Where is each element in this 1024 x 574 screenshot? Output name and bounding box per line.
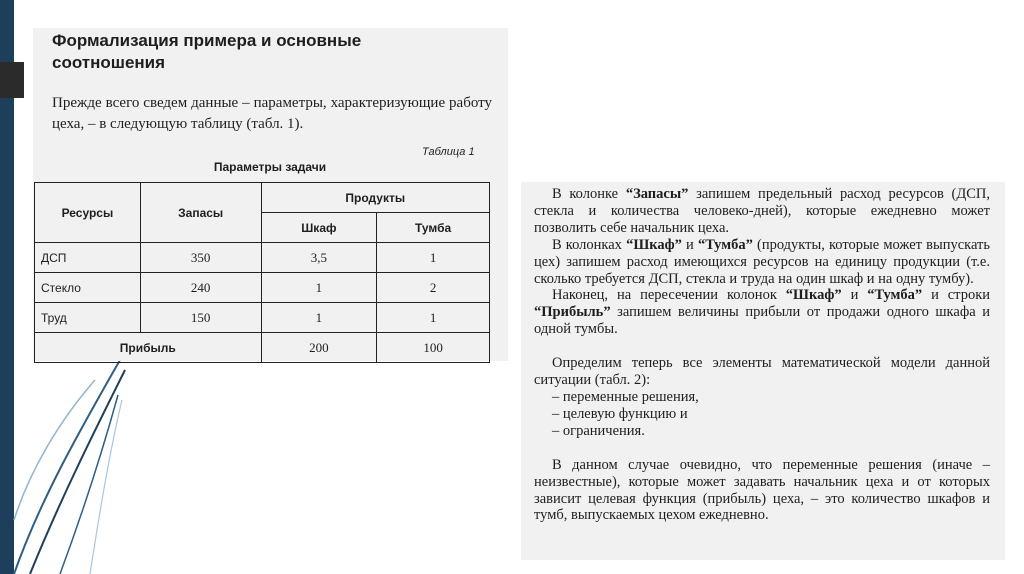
paragraph-model-elements: Определим теперь все элементы математической модели данной ситуации (табл. 2):	[534, 355, 990, 389]
row-product-a: 3,5	[261, 243, 377, 273]
row-stock: 150	[140, 303, 261, 333]
row-stock: 240	[140, 273, 261, 303]
row-name: Труд	[35, 303, 141, 333]
profit-product-b: 100	[377, 333, 490, 363]
row-product-b: 1	[377, 243, 490, 273]
paragraph-product-columns: В колонках “Шкаф” и “Тумба” (продукты, которые может выпускать цех) запишем расход имеющихся ресурсов на единицу продукции (т.е. сколько требуется ДСП, стекла и труда на один шкаф и на одну тумбу).	[534, 236, 990, 287]
paragraph-decision-variables: В данном случае очевидно, что переменные решения (иначе – неизвестные), которые может задавать начальник цеха и от которых зависит целевая функция (прибыль) цеха, – это количество шкафов и тумб, выпускаемых цехом ежедневно.	[534, 456, 990, 524]
table-row	[35, 273, 490, 303]
table-row	[35, 303, 490, 333]
paragraph-profit-row: Наконец, на пересечении колонок “Шкаф” и “Тумба” и строки “Прибыль” запишем величины прибыли от продажи одного шкафа и одной тумбы.	[534, 287, 991, 338]
row-stock: 350	[140, 243, 261, 273]
explanation-text	[534, 186, 990, 524]
table-caption: Параметры задачи	[213, 160, 327, 174]
intro-paragraph: Прежде всего сведем данные – параметры, характеризующие работу цеха, – в следующую таблицу (табл. 1).	[52, 95, 492, 132]
paragraph-stock-column: В колонке “Запасы” запишем предельный расход ресурсов (ДСП, стекла и количества человеко-дней), которые ежедневно может позволить себе начальник цеха.	[534, 186, 990, 236]
row-product-a: 1	[261, 303, 377, 333]
list-item: – ограничения.	[552, 422, 645, 439]
profit-label: Прибыль	[35, 333, 262, 363]
row-product-a: 1	[261, 273, 377, 303]
header-stock: Запасы	[140, 183, 261, 243]
header-product-a: Шкаф	[261, 213, 377, 243]
parameters-table	[34, 182, 490, 363]
table-row-profit	[35, 333, 490, 363]
list-item: – переменные решения,	[552, 388, 699, 405]
row-product-b: 2	[377, 273, 490, 303]
row-name: Стекло	[35, 273, 141, 303]
profit-product-a: 200	[261, 333, 377, 363]
header-resources: Ресурсы	[35, 183, 141, 243]
row-name: ДСП	[35, 243, 141, 273]
table-number-label: Таблица 1	[422, 146, 475, 158]
list-item: – целевую функцию и	[552, 405, 688, 422]
header-product-b: Тумба	[377, 213, 490, 243]
table-row	[35, 243, 490, 273]
header-products: Продукты	[261, 183, 489, 213]
row-product-b: 1	[377, 303, 490, 333]
section-title: Формализация примера и основные соотношения	[52, 31, 362, 72]
